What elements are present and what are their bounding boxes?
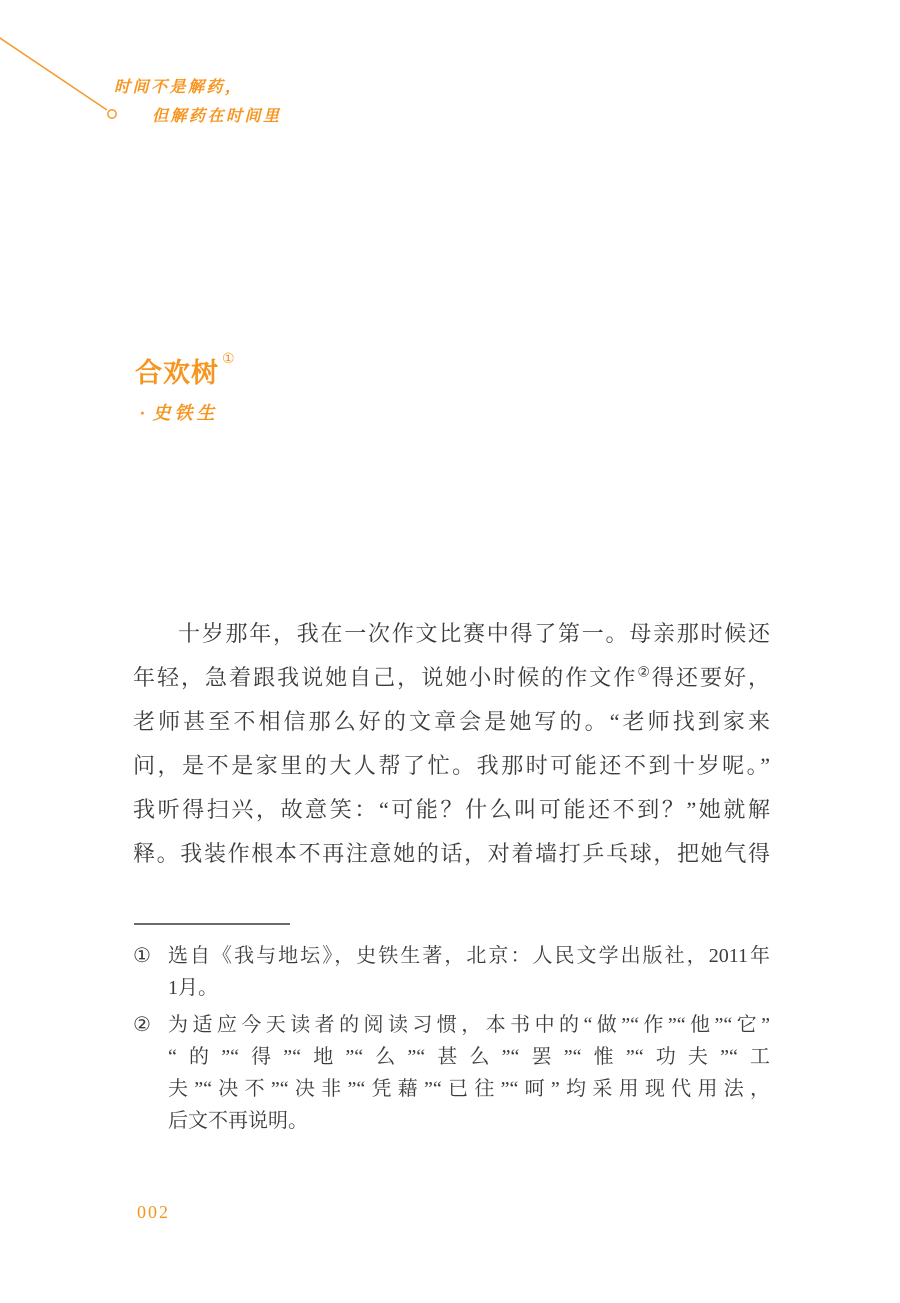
body-paragraph [133,612,770,876]
corner-line-decoration [0,0,130,130]
body-line-2-text-after: 得还要好， [651,665,770,690]
footnote-2-marker: ② [133,1014,151,1036]
body-line-2 [133,656,770,700]
author-line [140,401,219,425]
running-head-line-2: 但解药在时间里 [152,107,282,125]
footnote-1-line-2: 1月。 [168,977,218,999]
body-line-5: 我听得扫兴，故意笑：“可能？什么叫可能还不到？”她就解 [133,797,770,822]
running-head [114,74,282,131]
footnote-2-line-1: 为适应今天读者的阅读习惯，本书中的“做”“作”“他”“它” [168,1014,770,1036]
diagonal-line [0,34,107,110]
footnote-2 [133,1009,770,1137]
body-footnote-ref-2: ② [637,665,652,681]
chapter-title-text: 合欢树 [135,358,219,388]
footnote-divider [134,923,290,925]
body-line-6: 释。我装作根本不再注意她的话，对着墙打乒乓球，把她气得 [133,841,770,866]
title-footnote-ref-1: ① [222,352,236,367]
body-line-4: 问，是不是家里的大人帮了忙。我那时可能还不到十岁呢。” [133,753,770,778]
author-bullet: · [140,403,145,423]
body-line-3: 老师甚至不相信那么好的文章会是她写的。“老师找到家来 [133,709,770,734]
footnote-2-line-2: “的”“得”“地”“么”“甚么”“罢”“惟”“功夫”“工 [168,1046,770,1068]
footnote-1 [133,940,770,1004]
body-line-2-text: 年轻，急着跟我说她自己，说她小时候的作文作 [133,665,638,690]
footnote-2-text [168,1009,770,1137]
footnote-2-line-3: 夫”“决不”“决非”“凭藉”“已往”“呵”均采用现代用法， [168,1078,770,1100]
page-number: 002 [137,1202,170,1222]
body-line-1: 十岁那年，我在一次作文比赛中得了第一。母亲那时候还 [178,621,770,646]
running-head-line-1: 时间不是解药， [114,79,244,96]
author-name: 史铁生 [152,403,219,423]
chapter-title [135,352,236,390]
footnote-2-line-4: 后文不再说明。 [168,1110,308,1132]
footnotes-block [133,940,770,1142]
footnote-1-line-1: 选自《我与地坛》，史铁生著，北京：人民文学出版社，2011年 [168,945,770,967]
footnote-1-text [168,940,770,1004]
footnote-1-marker: ① [133,945,151,967]
